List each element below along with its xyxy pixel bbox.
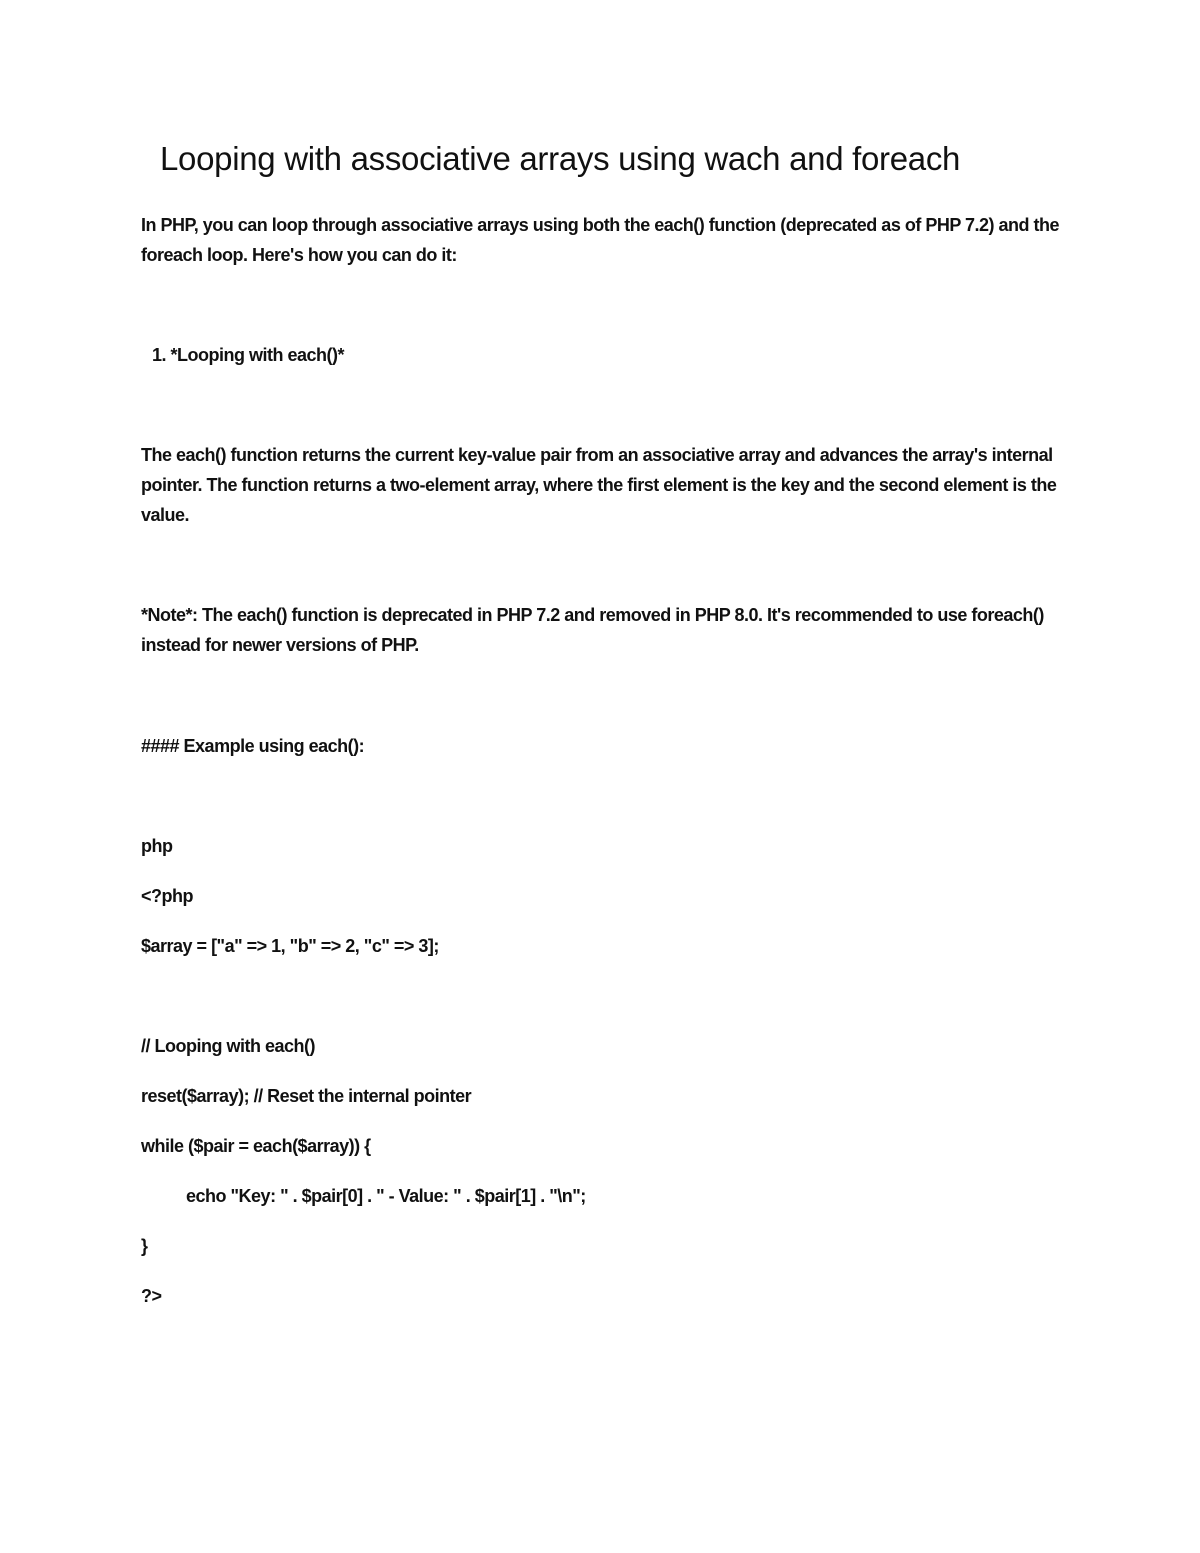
code-line: ?>: [141, 1286, 162, 1306]
step-heading: 1. *Looping with each()*: [152, 345, 345, 365]
note-paragraph: *Note*: The each() function is deprecated in PHP 7.2 and removed in PHP 8.0. It's recommended to use foreach() instead for newer versions of PHP.: [141, 605, 1044, 655]
description-paragraph: The each() function returns the current key-value pair from an associative array and advances the array's internal pointer. The function returns a two-element array, where the first element is the key and the second element is the value.: [141, 445, 1057, 525]
document-title: Looping with associative arrays using wach and foreach: [160, 140, 961, 177]
code-line: // Looping with each(): [141, 1036, 315, 1056]
example-heading: #### Example using each():: [141, 736, 365, 756]
intro-paragraph: In PHP, you can loop through associative arrays using both the each() function (deprecated as of PHP 7.2) and the foreach loop. Here's how you can do it:: [141, 215, 1060, 265]
code-line: }: [141, 1236, 148, 1256]
code-line: php: [141, 836, 173, 856]
code-line: reset($array); // Reset the internal pointer: [141, 1086, 472, 1106]
code-line: echo "Key: " . $pair[0] . " - Value: " . $pair[1] . "\n";: [186, 1186, 586, 1206]
code-line: while ($pair = each($array)) {: [141, 1136, 371, 1156]
code-line: $array = ["a" => 1, "b" => 2, "c" => 3];: [141, 936, 439, 956]
code-line: <?php: [141, 886, 193, 906]
